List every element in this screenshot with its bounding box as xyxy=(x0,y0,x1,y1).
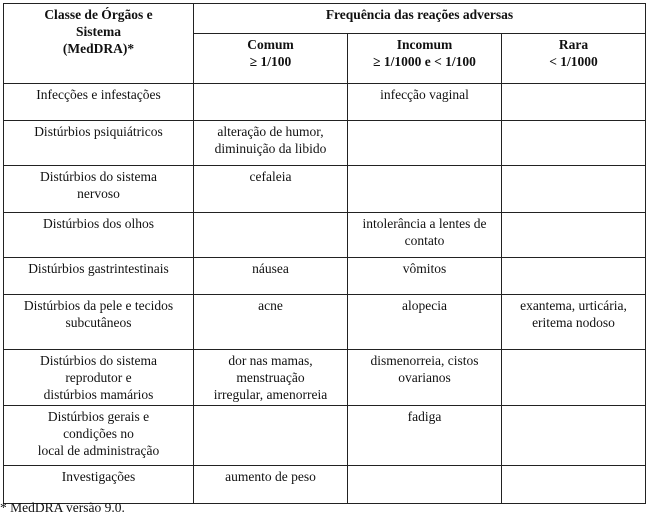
uncommon-cell xyxy=(348,295,502,350)
rare-column-header xyxy=(502,34,646,84)
table-row xyxy=(4,166,646,213)
common-cell xyxy=(194,166,348,213)
uncommon-column-header xyxy=(348,34,502,84)
cell-text-line: intolerância a lentes de xyxy=(362,216,487,231)
organ-class-cell xyxy=(4,466,194,504)
cell-text-line: alopecia xyxy=(402,298,447,313)
organ-class-cell xyxy=(4,295,194,350)
column-name: Rara xyxy=(558,37,589,52)
organ-class-cell xyxy=(4,121,194,166)
uncommon-cell xyxy=(348,258,502,295)
table-row xyxy=(4,121,646,166)
cell-text-line: Distúrbios da pele e tecidos xyxy=(23,298,174,313)
cell-text-line: alteração de humor, xyxy=(217,124,324,139)
table-row xyxy=(4,406,646,466)
cell-text-line: subcutâneos xyxy=(65,315,132,330)
column-range: ≥ 1/1000 e < 1/100 xyxy=(373,54,476,69)
cell-text-line: fadiga xyxy=(407,409,442,424)
organ-class-cell xyxy=(4,350,194,406)
organ-class-header-line: Classe de Órgãos e xyxy=(44,7,153,22)
cell-text-line: Distúrbios gerais e xyxy=(47,409,150,424)
uncommon-cell xyxy=(348,121,502,166)
table-row xyxy=(4,466,646,504)
cell-text-line: Investigações xyxy=(61,469,136,484)
column-name: Comum xyxy=(247,37,294,52)
common-column-header xyxy=(194,34,348,84)
common-cell xyxy=(194,406,348,466)
table-row xyxy=(4,84,646,121)
rare-cell xyxy=(502,466,646,504)
cell-text-line: reprodutor e xyxy=(65,370,132,385)
common-cell xyxy=(194,84,348,121)
uncommon-cell xyxy=(348,466,502,504)
column-range: < 1/1000 xyxy=(549,54,598,69)
common-cell xyxy=(194,295,348,350)
frequency-header: Frequência das reações adversas xyxy=(194,4,646,34)
adverse-reactions-table xyxy=(3,3,646,504)
organ-class-header-line: (MedDRA)* xyxy=(62,41,135,56)
cell-text-line: acne xyxy=(258,298,283,313)
cell-text-line: dismenorreia, cistos xyxy=(370,353,479,368)
cell-text-line: Distúrbios do sistema xyxy=(40,353,157,368)
uncommon-cell xyxy=(348,84,502,121)
organ-class-header-line: Sistema xyxy=(76,24,121,39)
uncommon-cell xyxy=(348,350,502,406)
organ-class-cell xyxy=(4,406,194,466)
rare-cell xyxy=(502,84,646,121)
organ-class-header xyxy=(4,4,194,84)
cell-text-line: eritema nodoso xyxy=(532,315,615,330)
rare-cell xyxy=(502,121,646,166)
cell-text-line: dor nas mamas, xyxy=(228,353,313,368)
organ-class-cell xyxy=(4,84,194,121)
cell-text-line: exantema, urticária, xyxy=(520,298,627,313)
organ-class-cell xyxy=(4,213,194,258)
organ-class-cell xyxy=(4,166,194,213)
table-row xyxy=(4,295,646,350)
cell-text-line: náusea xyxy=(252,261,289,276)
cell-text-line: diminuição da libido xyxy=(214,141,327,156)
cell-text-line: Distúrbios do sistema xyxy=(40,169,157,184)
column-range: ≥ 1/100 xyxy=(249,54,292,69)
rare-cell xyxy=(502,406,646,466)
uncommon-cell xyxy=(348,166,502,213)
cell-text-line: infecção vaginal xyxy=(380,87,469,102)
table-row xyxy=(4,258,646,295)
cell-text-line: Infecções e infestações xyxy=(36,87,161,102)
column-name: Incomum xyxy=(396,37,453,52)
common-cell xyxy=(194,121,348,166)
common-cell xyxy=(194,258,348,295)
uncommon-cell xyxy=(348,406,502,466)
cell-text-line: local de administração xyxy=(37,443,160,458)
table-row xyxy=(4,350,646,406)
uncommon-cell xyxy=(348,213,502,258)
cell-text-line: contato xyxy=(404,233,445,248)
cell-text-line: Distúrbios dos olhos xyxy=(42,216,154,231)
rare-cell xyxy=(502,258,646,295)
cell-text-line: Distúrbios gastrintestinais xyxy=(28,261,169,276)
cell-text-line: nervoso xyxy=(77,186,120,201)
cell-text-line: cefaleia xyxy=(249,169,292,184)
cell-text-line: ovarianos xyxy=(398,370,451,385)
common-cell xyxy=(194,466,348,504)
rare-cell xyxy=(502,295,646,350)
cell-text-line: condições no xyxy=(63,426,134,441)
cell-text-line: aumento de peso xyxy=(225,469,316,484)
footnote: * MedDRA versão 9.0. xyxy=(0,500,125,515)
cell-text-line: distúrbios mamários xyxy=(43,387,154,402)
rare-cell xyxy=(502,166,646,213)
organ-class-cell xyxy=(4,258,194,295)
common-cell xyxy=(194,213,348,258)
table-body xyxy=(4,84,646,504)
rare-cell xyxy=(502,350,646,406)
common-cell xyxy=(194,350,348,406)
cell-text-line: irregular, amenorreia xyxy=(213,387,328,402)
table-row xyxy=(4,213,646,258)
cell-text-line: menstruação xyxy=(236,370,305,385)
cell-text-line: Distúrbios psiquiátricos xyxy=(34,124,163,139)
rare-cell xyxy=(502,213,646,258)
cell-text-line: vômitos xyxy=(402,261,447,276)
